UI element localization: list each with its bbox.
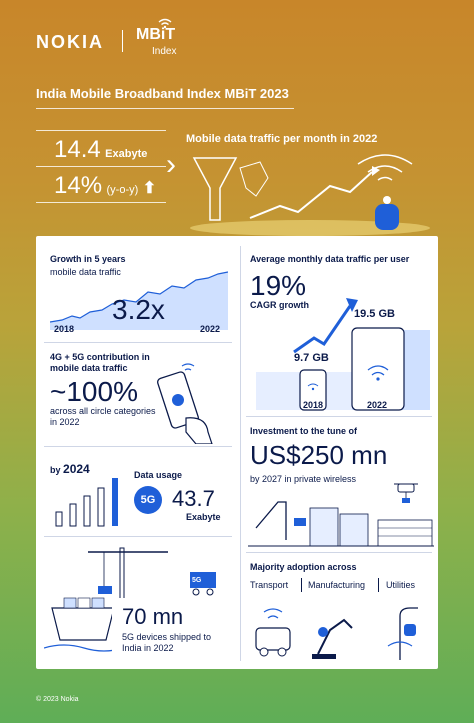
usage-bars <box>50 478 122 528</box>
growth-value: 3.2x <box>112 294 165 325</box>
adoption-item-manufacturing: Manufacturing <box>308 580 366 590</box>
title-underline <box>36 108 294 109</box>
contribution-title: 4G + 5G contribution in mobile data traffic <box>50 352 150 373</box>
growth-title: Growth in 5 years <box>50 254 126 264</box>
stat-line-mid <box>36 166 166 167</box>
chevron-right-icon: › <box>166 148 176 181</box>
usage-by: by <box>50 465 61 475</box>
divider-2 <box>44 446 232 447</box>
growth-year-end: 2022 <box>200 324 221 334</box>
logo-divider <box>122 30 123 52</box>
traffic-unit: Exabyte <box>105 148 148 160</box>
growth-year-start: 2018 <box>54 324 75 334</box>
growth-value: 14% <box>54 172 103 199</box>
traffic-stat <box>54 136 147 164</box>
divider-4 <box>246 416 432 417</box>
stat-line-top <box>36 130 166 131</box>
growth-sub: (y-o-y) <box>106 184 139 196</box>
divider-5 <box>246 552 432 553</box>
avg-traffic-chart <box>250 286 430 416</box>
adoption-title: Majority adoption across <box>250 562 357 572</box>
avg-traffic-title: Average monthly data traffic per user <box>250 254 410 264</box>
investment-title: Investment to the tune of <box>250 426 358 436</box>
mbit-sub: Index <box>152 46 177 57</box>
growth-stat <box>54 172 156 200</box>
bar2-value: 19.5 GB <box>354 308 395 320</box>
usage-value: 43.7 <box>172 486 215 511</box>
bar1-year: 2018 <box>303 400 324 410</box>
column-divider <box>240 246 241 661</box>
traffic-caption: Mobile data traffic per month in 2022 <box>186 133 378 145</box>
bar1-value: 9.7 GB <box>294 352 329 364</box>
usage-year-label <box>50 462 90 476</box>
truck-5g-label: 5G <box>192 577 202 584</box>
investment-value: US$250 mn <box>250 440 388 470</box>
devices-text: 5G devices shipped to India in 2022 <box>122 632 212 653</box>
growth-subtitle: mobile data traffic <box>50 267 121 277</box>
container-port-illustration <box>248 480 434 550</box>
investment-subtitle: by 2027 in private wireless <box>250 474 357 484</box>
devices-value: 70 mn <box>122 604 184 629</box>
adoption-item-utilities: Utilities <box>386 580 416 590</box>
adoption-illustration <box>248 598 434 662</box>
adoption-sep-1 <box>301 578 302 592</box>
page-title: India Mobile Broadband Index MBiT 2023 <box>36 86 289 101</box>
contribution-subtitle: across all circle categories in 2022 <box>50 406 156 427</box>
phone-hand-illustration <box>156 360 216 444</box>
arrow-up-icon: ⬆ <box>142 180 157 197</box>
divider-1 <box>44 342 232 343</box>
stat-line-bottom <box>36 202 166 203</box>
bar2-year: 2022 <box>367 400 388 410</box>
contribution-value: ~100% <box>50 376 138 407</box>
usage-unit: Exabyte <box>186 512 221 522</box>
mbit-logo: MBiT <box>136 26 176 43</box>
traffic-illustration <box>180 148 440 238</box>
copyright: © 2023 Nokia <box>36 696 79 703</box>
divider-3 <box>44 536 232 537</box>
usage-year: 2024 <box>63 462 90 476</box>
adoption-sep-2 <box>378 578 379 592</box>
5g-badge: 5G <box>134 486 162 514</box>
cagr-label: CAGR growth <box>250 300 309 310</box>
usage-title: Data usage <box>134 470 183 480</box>
nokia-logo: NOKIA <box>36 32 104 52</box>
cagr-value: 19% <box>250 270 307 301</box>
adoption-item-transport: Transport <box>250 580 289 590</box>
traffic-value: 14.4 <box>54 136 101 163</box>
